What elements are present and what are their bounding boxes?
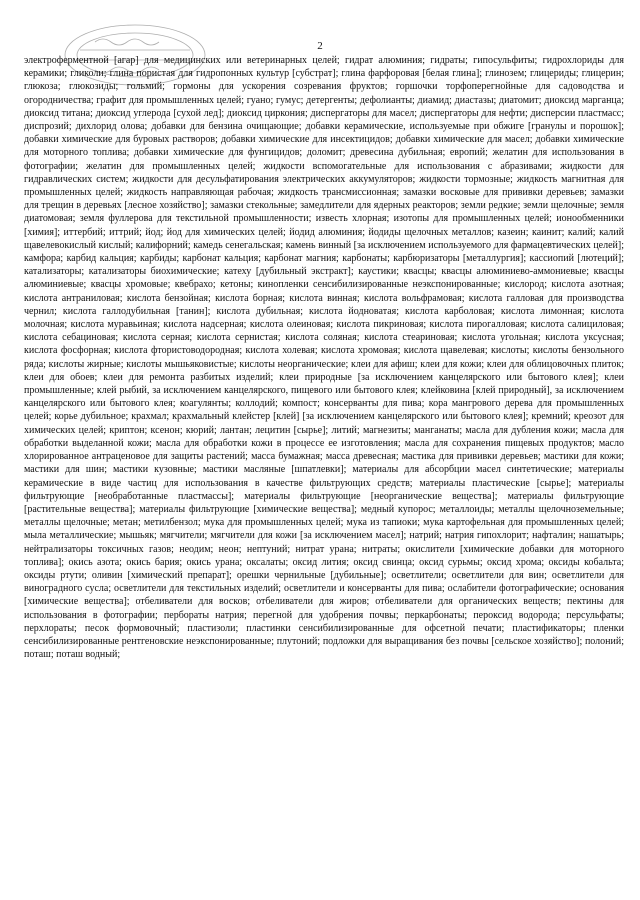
page-number: 2 <box>317 40 323 52</box>
goods-list-text: электроферментной [агар] для медицинских или ветеринарных целей; гидрат алюминия; гидраты; гипосульфиты; гидрохлориды для керамики; гликоли; глина пористая для гидропонных культур [субстрат]; глина фарфоровая [белая глина]; глинозем; глицериды; глицерин; глюкоза; глюкозиды; гольмий; гормоны для ускорения созревания фруктов; горшочки торфоперегнойные для садоводства и огородничества; графит для промышленных целей; гуано; гумус; детергенты; дефолианты; диамид; диастазы; диатомит; диоксид марганца; диоксид титана; диоксид углерода [сухой лед]; диоксид циркония; диспергаторы для масел; диспергаторы для нефти; дисперсии пластмасс; диспрозий; дихлорид олова; добавки для бензина очищающие; добавки керамические, используемые при обжиге [гранулы и порошок]; добавки химические для буровых растворов; добавки химические для инсектицидов; добавки химические для масел; добавки химические для моторного топлива; добавки химические для фунгицидов; доломит; древесина дубильная; европий; желатин для использования в фотографии; желатин для промышленных целей; жидкости вспомогательные для использования с абразивами; жидкости для гидравлических систем; жидкости для десульфатирования электрических аккумуляторов; жидкости тормозные; жидкость магнитная для промышленных целей; жидкость направляющая рабочая; жидкость трансмиссионная; замазки восковые для прививки деревьев; замазки для трещин в деревьях [лесное хозяйство]; замазки стекольные; замедлители для ядерных реакторов; земли редкие; земли щелочные; земля диатомовая; земля фуллерова для текстильной промышленности; известь хлорная; изотопы для промышленных целей; ионообменники [химия]; иттербий; иттрий; йод; йод для химических целей; йодид алюминия; йодиды щелочных металлов; казеин; каинит; калий; калий щавелевокислый кислый; калифорний; камедь сенегальская; камень винный [за исключением используемого для фармацевтических целей]; камфора; карбид кальция; карбиды; карбонат кальция; карбонат магния; карбонаты; карбюризаторы [металлургия]; кассиопий [лютеций]; катализаторы; катализаторы биохимические; катеху [дубильный экстракт]; каустики; квасцы; квасцы алюминиево-аммониевые; квасцы алюминиевые; квасцы хромовые; квебрахо; кетоны; кинопленки сенсибилизированные неэкспонированные; кислород; кислота азотная; кислота антраниловая; кислота бензойная; кислота борная; кислота винная; кислота вольфрамовая; кислота галловая для производства чернил; кислота галлодубильная [танин]; кислота дубильная; кислота йодноватая; кислота карболовая; кислота лимонная; кислота молочная; кислота муравьиная; кислота надсерная; кислота олеиновая; кислота пикриновая; кислота пирогалловая; кислота салициловая; кислота себациновая; кислота серная; кислота сернистая; кислота соляная; кислота стеариновая; кислота угольная; кислота уксусная; кислота фосфорная; кислота фтористоводородная; кислота холевая; кислота хромовая; кислота щавелевая; кислоты; кислоты бензольного ряда; кислоты жирные; кислоты мышьяковистые; кислоты неорганические; клеи для афиш; клеи для кожи; клеи для облицовочных плиток; клеи для обоев; клеи для ремонта разбитых изделий; клеи природные [за исключением канцелярского или бытового клея]; клеи промышленные; клей рыбий, за исключением канцелярского, пищевого или бытового клея; клейковина [клей природный], за исключением канцелярского или бытового клея; коагулянты; коллодий; компост; консерванты для пива; кора мангрового дерева для промышленных целей; корье дубильное; крахмал; крахмальный клейстер [клей] [за исключением канцелярского или бытового клея]; кремний; креозот для химических целей; криптон; ксенон; кюрий; лантан; лецитин [сырье]; литий; магнезиты; манганаты; масла для дубления кожи; масла для обработки выделанной кожи; масла для обработки кожи в процессе ее изготовления; масла для сохранения пищевых продуктов; масло хлорированное антраценовое для защиты растений; масса бумажная; масса древесная; мастика для прививки деревьев; мастики для кожи; мастики для шин; мастики кузовные; мастики масляные [шпатлевки]; материалы для абсорбции масел синтетические; материалы керамические в виде частиц для использования в качестве фильтрующих средств; материалы пластические [сырье]; материалы фильтрующие [необработанные пластмассы]; материалы фильтрующие [неорганические вещества]; материалы фильтрующие [растительные вещества]; материалы фильтрующие [химические вещества]; медный купорос; металлоиды; металлы щелочноземельные; металлы щелочные; метан; метилбензол; мука для промышленных целей; мука из тапиоки; мука картофельная для промышленных целей; мыла металлические; мышьяк; мягчители; мягчители для кожи [за исключением масел]; натрий; натрия гипохлорит; нафталин; нашатырь; нейтрализаторы токсичных газов; неодим; неон; нептуний; нитрат урана; нитраты; окислители [химические добавки для моторного топлива]; окись азота; окись бария; окись урана; оксалаты; оксид лития; оксид свинца; оксид сурьмы; оксид хрома; оксиды кобальта; оксиды ртути; оливин [химический препарат]; орешки чернильные [дубильные]; осветлители; осветлители для вин; осветлители для виноградного сусла; осветлители для текстильных изделий; осветлители и консерванты для пива; ослабители фотографические; основания [химические вещества]; отбеливатели для восков; отбеливатели для жиров; отбеливатели для органических веществ; пектины для использования в фотографии; пербораты натрия; перегной для удобрения почвы; перкарбонаты; пероксид водорода; персульфаты; перхлораты; песок формовочный; пластизоли; пластинки сенсибилизированные для офсетной печати; пластификаторы; пленки сенсибилизированные рентгеновские неэкспонированные; плутоний; подложки для выращивания без почвы [сельское хозяйство]; полоний; поташ; поташ водный; <box>24 55 624 661</box>
